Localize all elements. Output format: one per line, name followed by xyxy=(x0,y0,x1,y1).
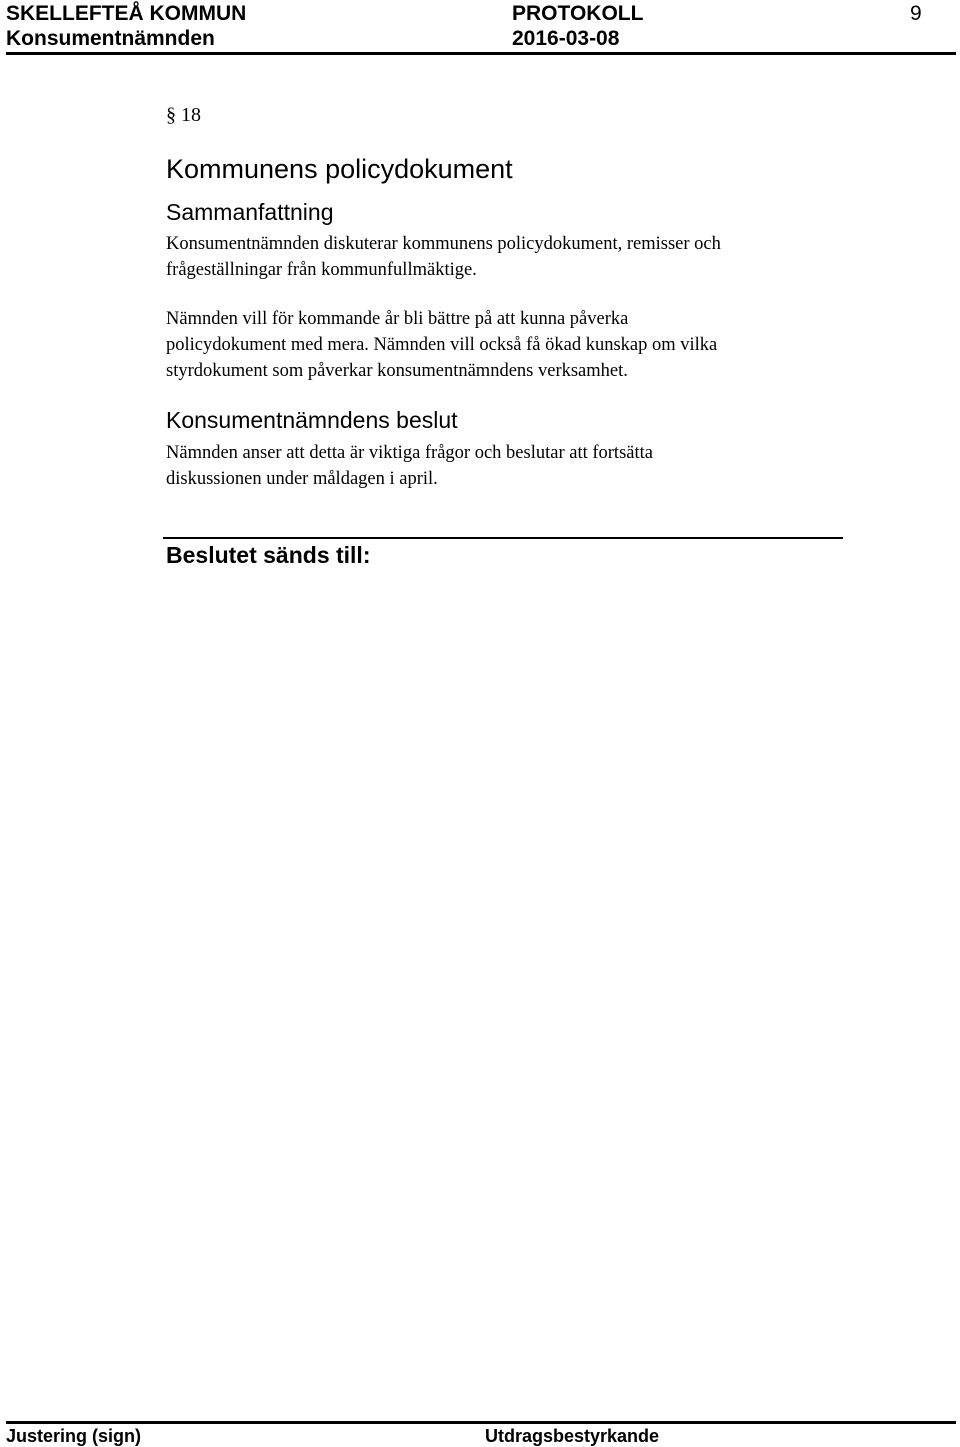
sent-to-heading: Beslutet sänds till: xyxy=(166,542,371,568)
footer-rule xyxy=(6,1421,956,1424)
section-title: Kommunens policydokument xyxy=(166,154,513,184)
document-type: PROTOKOLL xyxy=(512,2,644,25)
summary-paragraph-1 xyxy=(166,231,866,283)
meeting-date: 2016-03-08 xyxy=(512,27,620,50)
header-rule xyxy=(6,52,956,55)
summary-paragraph-2 xyxy=(166,306,866,384)
decision-heading: Konsumentnämndens beslut xyxy=(166,407,458,433)
organization-name: SKELLEFTEÅ KOMMUN xyxy=(6,2,247,25)
summary-heading: Sammanfattning xyxy=(166,199,334,225)
signature-label: Justering (sign) xyxy=(6,1426,142,1446)
sent-to-rule xyxy=(163,537,843,539)
summary-line: Konsumentnämnden diskuterar kommunens policydokument, remisser och xyxy=(166,234,721,254)
committee-name: Konsumentnämnden xyxy=(6,27,215,50)
summary-line: styrdokument som påverkar konsumentnämndens verksamhet. xyxy=(166,361,628,381)
decision-paragraph xyxy=(166,440,866,492)
extract-label: Utdragsbestyrkande xyxy=(485,1426,660,1446)
decision-line: Nämnden anser att detta är viktiga frågor och beslutar att fortsätta xyxy=(166,443,653,463)
summary-line: frågeställningar från kommunfullmäktige. xyxy=(166,260,477,280)
summary-line: policydokument med mera. Nämnden vill också få ökad kunskap om vilka xyxy=(166,335,718,355)
paragraph-number: § 18 xyxy=(166,104,201,126)
summary-line: Nämnden vill för kommande år bli bättre på att kunna påverka xyxy=(166,309,629,329)
decision-line: diskussionen under måldagen i april. xyxy=(166,469,438,489)
page-number: 9 xyxy=(910,2,922,25)
